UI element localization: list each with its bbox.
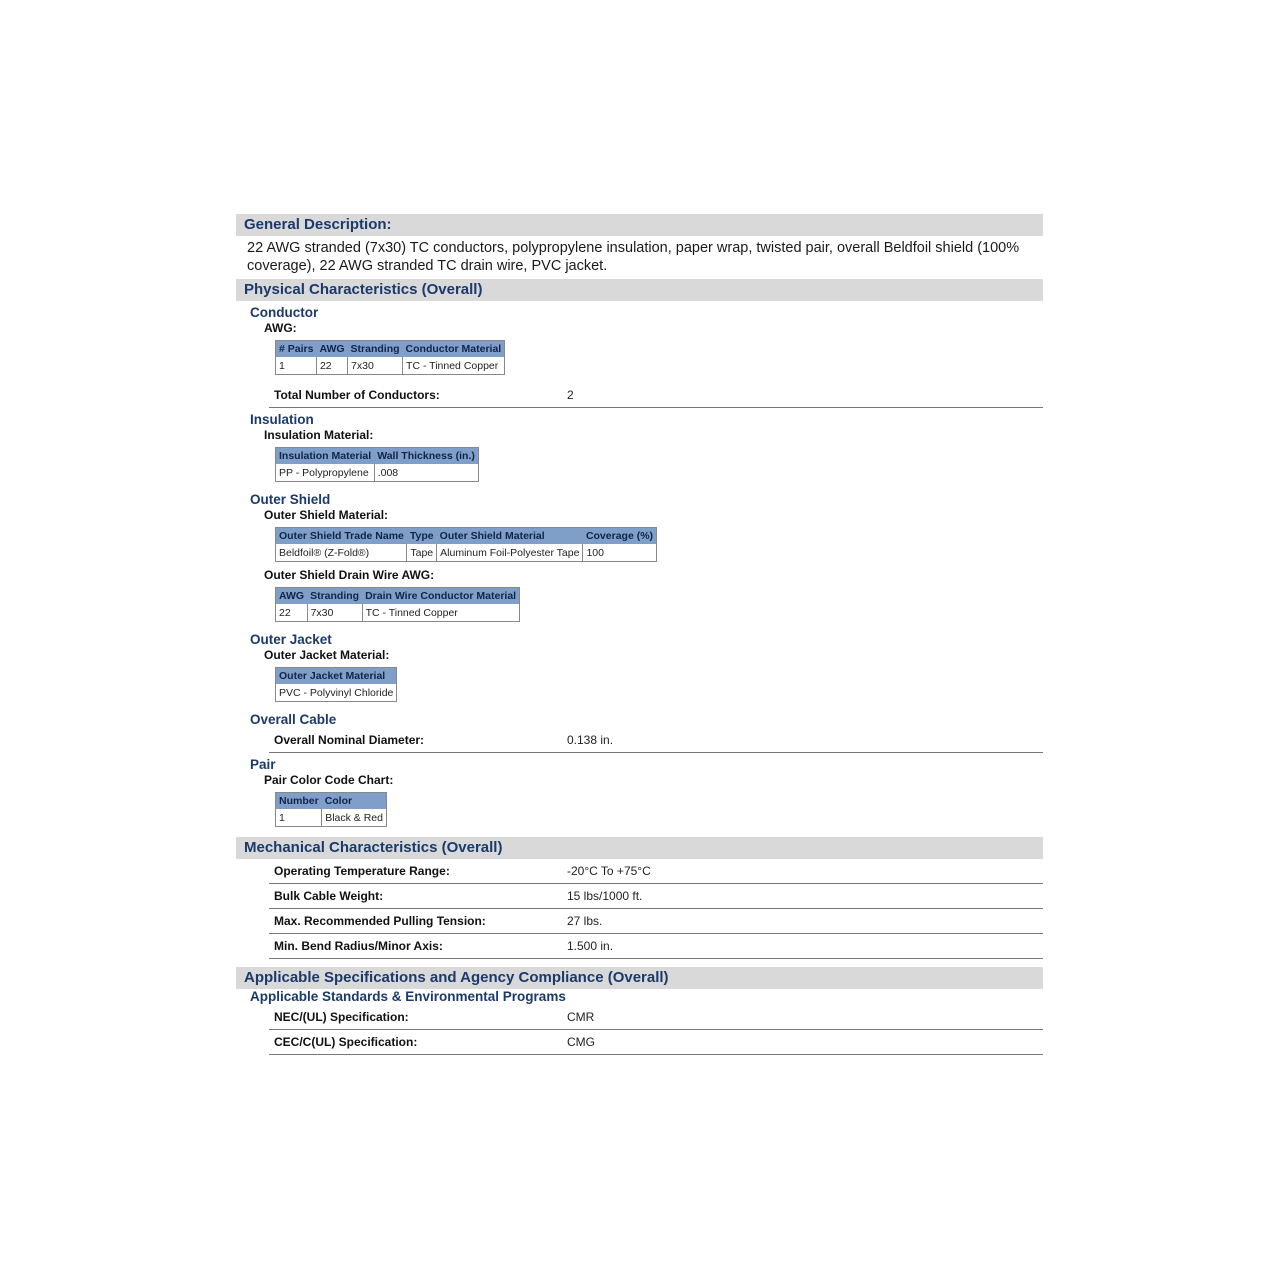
table-header: AWG [276, 588, 308, 605]
spec-value: CMG [567, 1035, 595, 1049]
insulation-table [275, 447, 479, 482]
table-cell: PP - Polypropylene [276, 464, 375, 482]
nominal-diameter-value: 0.138 in. [567, 733, 614, 747]
nominal-diameter-row [269, 728, 1043, 753]
awg-label: AWG: [264, 321, 297, 335]
table-header: Outer Shield Material [437, 528, 583, 545]
table-cell: 100 [586, 546, 604, 559]
pair-color-table [275, 792, 387, 827]
table-cell: 22 [276, 604, 308, 622]
spec-row [269, 934, 1043, 959]
table-row [276, 684, 397, 702]
table-header: Color [322, 793, 387, 810]
nominal-diameter-label: Overall Nominal Diameter: [274, 733, 425, 747]
table-cell: Beldfoil® (Z-Fold®) [276, 544, 407, 562]
datasheet [236, 214, 1043, 1055]
outer-jacket-table [275, 667, 397, 702]
table-cell: PVC - Polyvinyl Chloride [279, 686, 394, 699]
table-header: Outer Jacket Material [276, 668, 397, 685]
table-header: Number [276, 793, 322, 810]
table-cell: Black & Red [325, 811, 383, 824]
table-cell: .008 [377, 466, 399, 479]
spec-label: Operating Temperature Range: [274, 864, 450, 878]
spec-row [269, 909, 1043, 934]
table-row [276, 464, 479, 482]
table-row [276, 604, 520, 622]
total-conductors-row [269, 383, 1043, 408]
spec-value: CMR [567, 1010, 595, 1024]
table-cell: TC - Tinned Copper [365, 606, 458, 619]
table-header: Coverage (%) [583, 528, 657, 545]
table-row [276, 809, 387, 827]
general-description-text: 22 AWG stranded (7x30) TC conductors, polypropylene insulation, paper wrap, twisted pair, overall Beldfoil shield (100% coverage), 22 AWG stranded TC drain wire, PVC jacket. [247, 240, 1020, 274]
spec-value: 1.500 in. [567, 939, 614, 953]
compliance-header: Applicable Specifications and Agency Compliance (Overall) [236, 967, 1043, 989]
spec-row [269, 1005, 1043, 1030]
total-conductors-label: Total Number of Conductors: [274, 388, 440, 402]
drain-wire-table [275, 587, 520, 622]
table-header: Outer Shield Trade Name [276, 528, 407, 545]
table-header: Wall Thickness (in.) [374, 448, 478, 465]
spec-label: NEC/(UL) Specification: [274, 1010, 409, 1024]
overall-cable-heading: Overall Cable [250, 712, 337, 727]
table-cell: 1 [276, 809, 322, 827]
spec-value: -20°C To +75°C [567, 864, 651, 878]
pair-heading: Pair [250, 757, 276, 772]
insulation-heading: Insulation [250, 412, 314, 427]
table-header: Stranding [348, 341, 403, 358]
outer-jacket-heading: Outer Jacket [250, 632, 332, 647]
table-header: Insulation Material [276, 448, 375, 465]
table-cell: Aluminum Foil-Polyester Tape [437, 544, 583, 562]
table-row [276, 357, 505, 375]
spec-row [269, 859, 1043, 884]
outer-shield-heading: Outer Shield [250, 492, 331, 507]
table-cell: 7x30 [307, 604, 362, 622]
table-cell: 7x30 [348, 357, 403, 375]
spec-row [269, 884, 1043, 909]
table-header: Drain Wire Conductor Material [362, 588, 520, 605]
table-header: Conductor Material [403, 341, 505, 358]
drain-wire-label: Outer Shield Drain Wire AWG: [264, 568, 435, 582]
table-header: AWG [316, 341, 347, 358]
outer-jacket-material-label: Outer Jacket Material: [264, 648, 390, 662]
spec-label: Bulk Cable Weight: [274, 889, 384, 903]
table-cell: Tape [407, 544, 437, 562]
table-cell: 1 [276, 357, 317, 375]
table-header: # Pairs [276, 341, 317, 358]
general-description-header: General Description: [236, 214, 1043, 236]
standards-heading: Applicable Standards & Environmental Programs [250, 989, 566, 1004]
insulation-material-label: Insulation Material: [264, 428, 374, 442]
spec-value: 27 lbs. [567, 914, 603, 928]
spec-row [269, 1030, 1043, 1055]
mechanical-characteristics-header: Mechanical Characteristics (Overall) [236, 837, 1043, 859]
pair-color-code-label: Pair Color Code Chart: [264, 773, 394, 787]
total-conductors-value: 2 [567, 388, 574, 402]
outer-shield-material-label: Outer Shield Material: [264, 508, 389, 522]
spec-label: Min. Bend Radius/Minor Axis: [274, 939, 443, 953]
table-cell: 22 [316, 357, 347, 375]
spec-label: CEC/C(UL) Specification: [274, 1035, 418, 1049]
table-header: Type [407, 528, 437, 545]
table-row [276, 544, 657, 562]
physical-characteristics-header: Physical Characteristics (Overall) [236, 279, 1043, 301]
spec-value: 15 lbs/1000 ft. [567, 889, 643, 903]
table-cell: TC - Tinned Copper [406, 359, 499, 372]
spec-label: Max. Recommended Pulling Tension: [274, 914, 486, 928]
conductor-table [275, 340, 505, 375]
conductor-heading: Conductor [250, 305, 319, 320]
table-header: Stranding [307, 588, 362, 605]
outer-shield-table [275, 527, 657, 562]
